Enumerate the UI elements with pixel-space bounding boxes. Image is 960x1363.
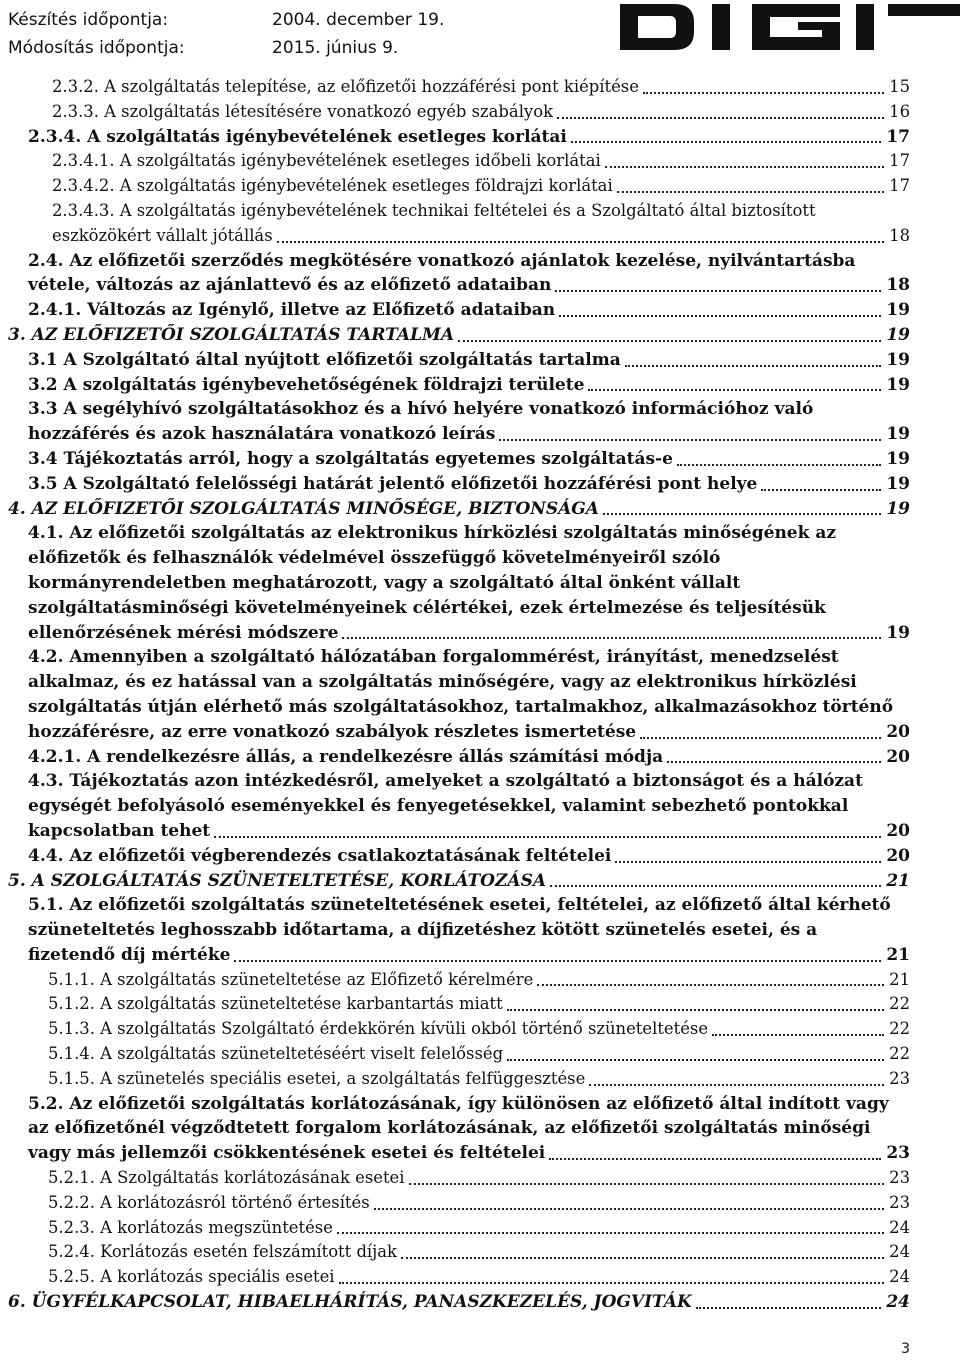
toc-leader-dots	[640, 737, 881, 739]
toc-entry-line-last	[28, 745, 910, 770]
toc-entry-line-last	[48, 992, 910, 1017]
toc-page-number: 19	[883, 323, 910, 348]
toc-entry-line-last	[48, 1067, 910, 1092]
toc-page-number: 22	[886, 1042, 910, 1067]
toc-entry-title: 5.2.5. A korlátozás speciális esetei	[48, 1267, 335, 1287]
toc-entry-line-last	[48, 968, 910, 993]
toc-entry-title: 5.1.5. A szünetelés speciális esetei, a szolgáltatás felfüggesztése	[48, 1068, 586, 1088]
toc-entry-line-last	[28, 422, 910, 447]
toc-page-number: 17	[883, 125, 910, 150]
toc-page-number: 24	[886, 1265, 910, 1290]
toc-entry-title: 5. A SZOLGÁLTATÁS SZÜNETELTETÉSE, KORLÁTOZÁSA	[8, 870, 547, 891]
toc-entry-title: 3.4 Tájékoztatás arról, hogy a szolgáltatás egyetemes szolgáltatás-e	[28, 448, 673, 469]
toc-entry-line-last	[48, 1017, 910, 1042]
toc-entry-line-last	[48, 1240, 910, 1265]
toc-entry-title: kormányrendeletben meghatározott, vagy a szolgáltató által önként vállalt	[28, 572, 741, 593]
toc-entry-title: 4.2.1. A rendelkezésre állás, a rendelkezésre állás számítási módja	[28, 746, 664, 767]
toc-leader-dots	[342, 637, 881, 639]
toc-leader-dots	[625, 365, 881, 367]
toc-entry-line-last	[48, 1216, 910, 1241]
toc-page-number: 21	[883, 869, 910, 894]
created-row	[8, 10, 444, 30]
document-header	[0, 0, 960, 70]
page-number: 3	[901, 1341, 910, 1357]
toc-entry[interactable]	[0, 1067, 960, 1092]
toc-entry-title: 2.3.4. A szolgáltatás igénybevételének esetleges korlátai	[28, 126, 567, 147]
toc-page-number: 17	[886, 174, 910, 199]
created-value: 2004. december 19.	[272, 10, 445, 30]
toc-entry-line	[28, 521, 910, 546]
digi-logo	[612, 0, 960, 54]
toc-entry[interactable]	[0, 893, 960, 967]
toc-leader-dots	[339, 1282, 884, 1284]
toc-entry-line-last	[48, 1042, 910, 1067]
toc-page-number: 20	[883, 844, 910, 869]
toc-leader-dots	[234, 960, 881, 962]
toc-page-number: 21	[883, 943, 910, 968]
toc-entry-title: 5.1. Az előfizetői szolgáltatás szüneteltetésének esetei, feltételei, az előfizető által kérhető	[28, 895, 891, 916]
toc-entry-line-last	[28, 1141, 910, 1166]
toc-entry-title: egységét befolyásoló eseményekkel és fenyegetésekkel, valamint sebezhető pontokkal	[28, 796, 849, 817]
toc-entry-line-last	[28, 373, 910, 398]
toc-page-number: 23	[886, 1166, 910, 1191]
toc-entry-title: 3.5 A Szolgáltató felelősségi határát jelentő előfizetői hozzáférési pont helye	[28, 473, 758, 494]
toc-page-number: 19	[883, 298, 910, 323]
toc-leader-dots	[643, 92, 884, 94]
toc-leader-dots	[401, 1257, 884, 1259]
toc-entry-line	[52, 199, 910, 224]
toc-page-number: 23	[883, 1141, 910, 1166]
toc-entry-title: 5.1.1. A szolgáltatás szüneteltetése az Előfizető kérelmére	[48, 969, 534, 989]
toc-entry-title: hozzáférés és azok használatára vonatkozó leírás	[28, 424, 496, 445]
toc-entry-title: szolgáltatásminőségi követelményeinek célértékei, ezek értelmezése és teljesítésük	[28, 597, 826, 618]
toc-page-number: 19	[883, 497, 910, 522]
toc-entry[interactable]	[0, 769, 960, 843]
toc-entry[interactable]	[0, 1265, 960, 1290]
toc-leader-dots	[761, 489, 881, 491]
toc-leader-dots	[499, 439, 881, 441]
toc-page-number: 19	[883, 447, 910, 472]
toc-leader-dots	[712, 1034, 884, 1036]
toc-entry-line	[28, 695, 910, 720]
toc-entry-line-last	[48, 1265, 910, 1290]
toc-page-number: 24	[883, 1290, 910, 1315]
toc-entry-title: vétele, változás az ajánlattevő és az előfizető adataiban	[28, 275, 552, 296]
toc-leader-dots	[557, 117, 884, 119]
toc-leader-dots	[603, 513, 881, 515]
toc-leader-dots	[571, 141, 881, 143]
toc-leader-dots	[588, 389, 881, 391]
toc-entry-line	[28, 249, 910, 274]
toc-entry-title: 4. AZ ELŐFIZETŐI SZOLGÁLTATÁS MINŐSÉGE, BIZTONSÁGA	[8, 498, 599, 519]
toc-entry[interactable]	[0, 497, 960, 522]
toc-entry-line-last	[28, 125, 910, 150]
toc-entry-line-last	[48, 1166, 910, 1191]
toc-entry-line	[28, 769, 910, 794]
toc-entry-title: 2.3.3. A szolgáltatás létesítésére vonatkozó egyéb szabályok	[52, 101, 553, 121]
toc-entry-title: hozzáférésre, az erre vonatkozó szabályok részletes ismertetése	[28, 721, 637, 742]
toc-entry[interactable]	[0, 1240, 960, 1265]
toc-page-number: 22	[886, 1017, 910, 1042]
toc-entry-title: 3. AZ ELŐFIZETŐI SZOLGÁLTATÁS TARTALMA	[8, 324, 455, 345]
toc-entry-line	[28, 571, 910, 596]
created-label: Készítés időpontja:	[8, 10, 169, 30]
toc-entry-title: 2.3.4.2. A szolgáltatás igénybevételének esetleges földrajzi korlátai	[52, 176, 613, 196]
toc-page-number: 15	[886, 75, 910, 100]
toc-leader-dots	[277, 241, 884, 243]
toc-leader-dots	[555, 290, 881, 292]
toc-page-number: 23	[886, 1191, 910, 1216]
toc-entry[interactable]	[0, 1166, 960, 1191]
toc-entry-title: 5.1.3. A szolgáltatás Szolgáltató érdekkörén kívüli okból történő szüneteltetése	[48, 1019, 709, 1039]
toc-leader-dots	[537, 984, 884, 986]
toc-entry-title: az előfizetőnél végződtetett forgalom korlátozásának, az előfizetői szolgáltatás minőségi	[28, 1118, 871, 1139]
toc-entry-title: 2.4.1. Változás az Igénylő, illetve az Előfizető adataiban	[28, 300, 556, 321]
toc-entry-line-last	[28, 273, 910, 298]
toc-entry[interactable]	[0, 1042, 960, 1067]
toc-entry-title: 5.1.4. A szolgáltatás szüneteltetéséért viselt felelősség	[48, 1044, 504, 1064]
toc-leader-dots	[409, 1183, 884, 1185]
toc-entry-title: 3.1 A Szolgáltató által nyújtott előfizetői szolgáltatás tartalma	[28, 349, 621, 370]
toc-entry-title: 4.2. Amennyiben a szolgáltató hálózatában forgalommérést, irányítást, menedzselést	[28, 647, 839, 668]
toc-entry-line-last	[28, 720, 910, 745]
toc-page-number: 20	[883, 720, 910, 745]
toc-entry-line	[28, 893, 910, 918]
toc-leader-dots	[696, 1307, 881, 1309]
toc-entry-title: 5.2.1. A Szolgáltatás korlátozásának esetei	[48, 1168, 405, 1188]
toc-entry-line	[28, 794, 910, 819]
toc-page-number: 22	[886, 992, 910, 1017]
toc-entry[interactable]	[0, 125, 960, 150]
toc-leader-dots	[374, 1208, 884, 1210]
toc-entry-line	[28, 397, 910, 422]
toc-entry-line	[28, 546, 910, 571]
toc-entry-title: szüneteltetés leghosszabb időtartama, a díjfizetéshez kötött szünetelés esetei, és a	[28, 920, 818, 941]
toc-entry[interactable]	[0, 199, 960, 249]
toc-page-number: 18	[886, 224, 910, 249]
toc-entry-line	[28, 645, 910, 670]
toc-page-number: 23	[886, 1067, 910, 1092]
toc-entry-title: 4.3. Tájékoztatás azon intézkedésről, amelyeket a szolgáltató a biztonságot és a hálózat	[28, 771, 863, 792]
toc-leader-dots	[559, 315, 881, 317]
toc-entry-title: szolgáltatás útján elérhető más szolgáltatásokhoz, tartalmakhoz, alkalmazásokhoz történő	[28, 696, 894, 717]
toc-entry-line	[28, 596, 910, 621]
toc-page-number: 19	[883, 373, 910, 398]
toc-page-number: 19	[883, 348, 910, 373]
toc-entry-title: 3.2 A szolgáltatás igénybevehetőségének földrajzi területe	[28, 374, 585, 395]
toc-page-number: 24	[886, 1216, 910, 1241]
toc-entry-line-last	[28, 348, 910, 373]
table-of-contents	[0, 75, 960, 1315]
toc-entry[interactable]	[0, 1290, 960, 1315]
toc-entry-line-last	[8, 497, 910, 522]
toc-entry-line-last	[52, 224, 910, 249]
toc-entry-title: 6. ÜGYFÉLKAPCSOLAT, HIBAELHÁRÍTÁS, PANASZKEZELÉS, JOGVITÁK	[8, 1292, 692, 1313]
toc-entry[interactable]	[0, 249, 960, 299]
toc-entry-line-last	[8, 323, 910, 348]
toc-entry-line	[28, 670, 910, 695]
toc-entry[interactable]	[0, 968, 960, 993]
toc-entry-title: 5.2.3. A korlátozás megszüntetése	[48, 1217, 333, 1237]
toc-entry-title: 5.1.2. A szolgáltatás szüneteltetése karbantartás miatt	[48, 994, 503, 1014]
toc-entry-title: 4.1. Az előfizetői szolgáltatás az elektronikus hírközlési szolgáltatás minőségének az	[28, 523, 836, 544]
toc-entry-title: 2.3.4.3. A szolgáltatás igénybevételének technikai feltételei és a Szolgáltató által biztosított	[52, 200, 816, 220]
toc-entry-line-last	[52, 149, 910, 174]
toc-entry-line-last	[28, 819, 910, 844]
toc-leader-dots	[507, 1059, 884, 1061]
toc-leader-dots	[667, 761, 881, 763]
toc-entry-line-last	[8, 1290, 910, 1315]
toc-leader-dots	[589, 1084, 884, 1086]
toc-entry-line-last	[28, 472, 910, 497]
toc-entry-line-last	[8, 869, 910, 894]
toc-entry[interactable]	[0, 174, 960, 199]
toc-entry-line-last	[52, 100, 910, 125]
toc-entry[interactable]	[0, 75, 960, 100]
toc-leader-dots	[605, 166, 884, 168]
toc-entry-title: eszközökért vállalt jótállás	[52, 225, 273, 245]
toc-entry-title: ellenőrzésének mérési módszere	[28, 622, 339, 643]
toc-page-number: 24	[886, 1240, 910, 1265]
toc-leader-dots	[549, 1158, 881, 1160]
toc-entry[interactable]	[0, 323, 960, 348]
toc-entry-title: 5.2.4. Korlátozás esetén felszámított díjak	[48, 1242, 397, 1262]
toc-entry-line-last	[28, 447, 910, 472]
toc-leader-dots	[617, 191, 884, 193]
toc-entry[interactable]	[0, 348, 960, 373]
toc-entry[interactable]	[0, 745, 960, 770]
toc-entry[interactable]	[0, 992, 960, 1017]
modified-value: 2015. június 9.	[272, 38, 399, 58]
toc-entry-line-last	[28, 844, 910, 869]
toc-entry-line-last	[52, 75, 910, 100]
toc-leader-dots	[507, 1009, 884, 1011]
toc-entry[interactable]	[0, 521, 960, 645]
toc-page-number: 17	[886, 149, 910, 174]
toc-leader-dots	[214, 836, 881, 838]
toc-leader-dots	[458, 340, 881, 342]
toc-entry[interactable]	[0, 397, 960, 447]
toc-page-number: 16	[886, 100, 910, 125]
toc-entry-title: vagy más jellemzői csökkentésének esetei és feltételei	[28, 1143, 546, 1164]
toc-leader-dots	[615, 861, 881, 863]
toc-entry-title: 5.2.2. A korlátozásról történő értesítés	[48, 1192, 370, 1212]
toc-entry[interactable]	[0, 844, 960, 869]
modified-label: Módosítás időpontja:	[8, 38, 185, 58]
toc-page-number: 19	[883, 472, 910, 497]
toc-page-number: 18	[883, 273, 910, 298]
toc-entry-line-last	[28, 943, 910, 968]
toc-entry[interactable]	[0, 1092, 960, 1166]
toc-entry-title: 2.3.4.1. A szolgáltatás igénybevételének esetleges időbeli korlátai	[52, 151, 601, 171]
toc-entry-title: 3.3 A segélyhívó szolgáltatásokhoz és a hívó helyére vonatkozó információhoz való	[28, 399, 814, 420]
toc-entry-line-last	[28, 298, 910, 323]
toc-entry[interactable]	[0, 373, 960, 398]
toc-entry-title: kapcsolatban tehet	[28, 820, 211, 841]
toc-entry-line	[28, 1092, 910, 1117]
toc-page-number: 20	[883, 745, 910, 770]
toc-page-number: 19	[883, 422, 910, 447]
toc-entry[interactable]	[0, 447, 960, 472]
modified-row	[8, 38, 398, 58]
toc-leader-dots	[677, 464, 881, 466]
toc-leader-dots	[550, 885, 881, 887]
toc-entry[interactable]	[0, 1191, 960, 1216]
toc-entry[interactable]	[0, 869, 960, 894]
toc-entry[interactable]	[0, 298, 960, 323]
toc-entry-title: 2.4. Az előfizetői szerződés megkötésére vonatkozó ajánlatok kezelése, nyilvántartásba	[28, 250, 856, 271]
toc-entry[interactable]	[0, 645, 960, 744]
toc-entry-title: előfizetők és felhasználók védelmével összefüggő követelményeiről szóló	[28, 548, 721, 569]
toc-page-number: 19	[883, 621, 910, 646]
toc-entry-title: 4.4. Az előfizetői végberendezés csatlakoztatásának feltételei	[28, 845, 612, 866]
toc-entry-line-last	[28, 621, 910, 646]
toc-entry-title: 5.2. Az előfizetői szolgáltatás korlátozásának, így különösen az előfizető által indított vagy	[28, 1093, 889, 1114]
toc-entry-line-last	[52, 174, 910, 199]
toc-entry-title: alkalmaz, és ez hatással van a szolgáltatás minőségére, vagy az elektronikus hírközlési	[28, 672, 857, 693]
toc-entry-line	[28, 918, 910, 943]
toc-entry[interactable]	[0, 149, 960, 174]
toc-entry-line-last	[48, 1191, 910, 1216]
toc-entry[interactable]	[0, 1017, 960, 1042]
toc-entry[interactable]	[0, 472, 960, 497]
toc-page-number: 21	[886, 968, 910, 993]
toc-leader-dots	[337, 1232, 884, 1234]
toc-entry-title: 2.3.2. A szolgáltatás telepítése, az előfizetői hozzáférési pont kiépítése	[52, 77, 639, 96]
toc-entry[interactable]	[0, 100, 960, 125]
toc-entry-line	[28, 1116, 910, 1141]
toc-entry-title: fizetendő díj mértéke	[28, 944, 231, 965]
toc-entry[interactable]	[0, 1216, 960, 1241]
toc-page-number: 20	[883, 819, 910, 844]
